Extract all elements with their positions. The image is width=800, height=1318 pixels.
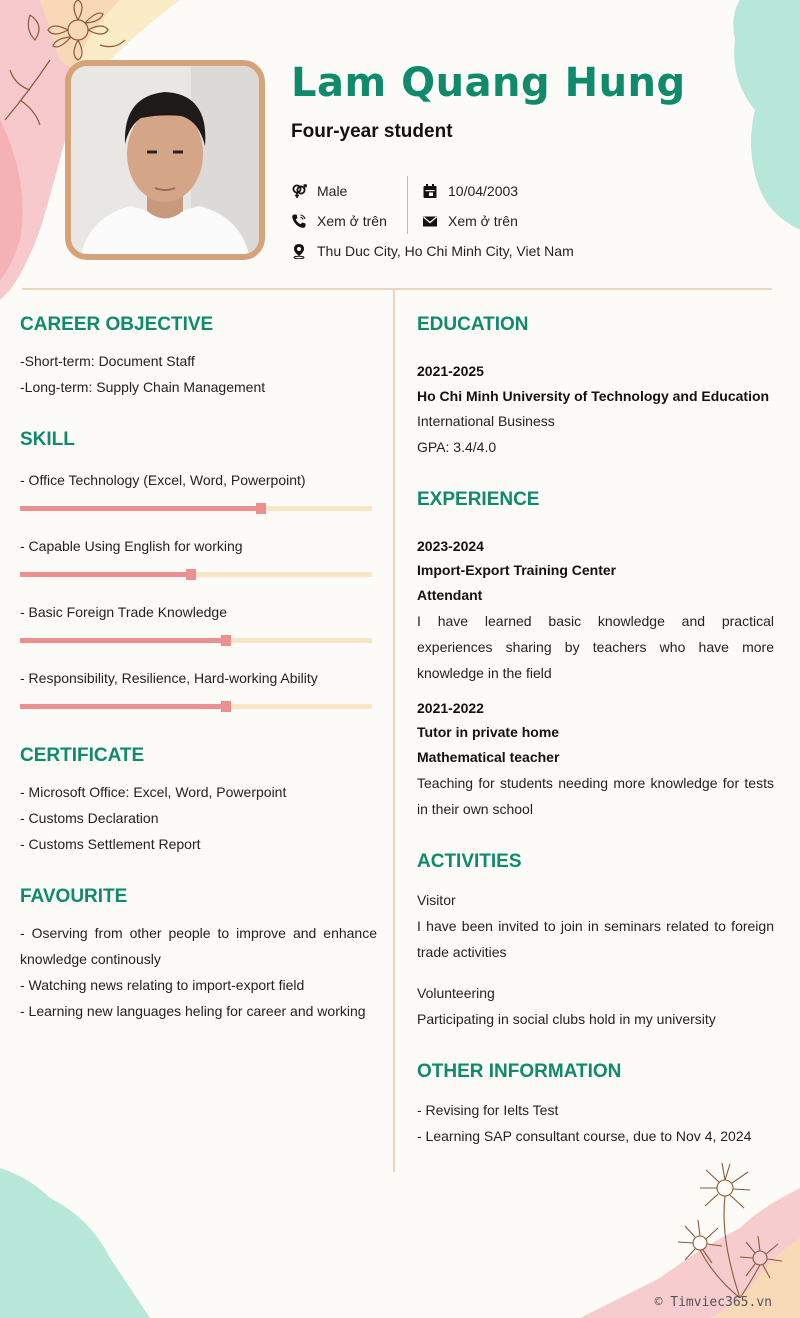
phone-row	[291, 211, 387, 231]
experience-period: 2023-2024	[417, 538, 484, 554]
list-item: - Learning new languages heling for career and working	[20, 1003, 366, 1019]
skill-bar-marker	[256, 503, 266, 514]
list-item: - Customs Declaration	[20, 810, 159, 826]
activity-title: Volunteering	[417, 985, 495, 1001]
skill-bar	[20, 638, 372, 643]
email-value: Xem ở trên	[448, 213, 518, 229]
skill-bar-marker	[186, 569, 196, 580]
skill-bar	[20, 572, 372, 577]
skill-label: - Basic Foreign Trade Knowledge	[20, 604, 227, 620]
location-pin-icon	[291, 243, 307, 259]
activity-desc: I have been invited to join in seminars related to foreign trade activities	[417, 918, 774, 960]
avatar	[71, 66, 259, 254]
gender-icon	[291, 183, 307, 199]
education-school: Ho Chi Minh University of Technology and Education	[417, 388, 770, 404]
skill-bar	[20, 704, 372, 709]
activity-title: Visitor	[417, 892, 456, 908]
skill-heading: SKILL	[20, 429, 75, 450]
list-item: - Customs Settlement Report	[20, 836, 201, 852]
education-gpa: GPA: 3.4/4.0	[417, 439, 497, 455]
phone-icon	[291, 213, 307, 229]
envelope-icon	[422, 213, 438, 229]
address-value: Thu Duc City, Ho Chi Minh City, Viet Nam	[317, 243, 574, 259]
calendar-icon	[422, 183, 438, 199]
gender-value: Male	[317, 183, 348, 199]
skill-bar	[20, 506, 372, 511]
certificate-heading: CERTIFICATE	[20, 745, 145, 766]
experience-desc: Teaching for students needing more knowledge for tests in their own school	[417, 775, 774, 817]
skill-bar-marker	[221, 701, 231, 712]
experience-desc: I have learned basic knowledge and practical experiences sharing by teachers who have more knowledge in the field	[417, 613, 774, 681]
job-title: Four-year student	[291, 121, 453, 142]
watercolor-bottom-left	[0, 1168, 160, 1318]
skill-bar-fill	[20, 506, 261, 511]
education-major: International Business	[417, 413, 555, 429]
section-divider-vertical	[393, 290, 395, 1172]
section-divider-horizontal	[22, 288, 772, 290]
education-period: 2021-2025	[417, 363, 484, 379]
list-item: - Microsoft Office: Excel, Word, Powerpoint	[20, 784, 287, 800]
list-item: - Revising for Ielts Test	[417, 1102, 559, 1118]
skill-bar-marker	[221, 635, 231, 646]
list-item: - Watching news relating to import-export field	[20, 977, 305, 993]
profile-photo	[65, 60, 265, 260]
experience-role: Mathematical teacher	[417, 749, 560, 765]
birthdate-row	[422, 181, 518, 201]
other-information-heading: OTHER INFORMATION	[417, 1061, 622, 1082]
watercolor-top-right	[710, 0, 800, 230]
experience-org: Tutor in private home	[417, 724, 560, 740]
list-item: -Long-term: Supply Chain Management	[20, 379, 266, 395]
education-heading: EDUCATION	[417, 314, 529, 335]
skill-label: - Office Technology (Excel, Word, Powerpoint)	[20, 472, 306, 488]
experience-role: Attendant	[417, 587, 483, 603]
birthdate-value: 10/04/2003	[448, 183, 519, 199]
experience-heading: EXPERIENCE	[417, 489, 540, 510]
experience-period: 2021-2022	[417, 700, 484, 716]
list-item: -Short-term: Document Staff	[20, 353, 195, 369]
header-divider	[407, 176, 408, 234]
skill-label: - Responsibility, Resilience, Hard-working Ability	[20, 670, 318, 686]
watermark: © Timviec365.vn	[654, 1295, 772, 1310]
skill-bar-fill	[20, 638, 226, 643]
email-row	[422, 211, 518, 231]
favourite-heading: FAVOURITE	[20, 886, 128, 907]
skill-bar-fill	[20, 704, 226, 709]
floral-bottom-right-icon	[670, 1158, 790, 1298]
skill-label: - Capable Using English for working	[20, 538, 243, 554]
skill-bar-fill	[20, 572, 191, 577]
activity-desc: Participating in social clubs hold in my university	[417, 1011, 716, 1027]
candidate-name: Lam Quang Hung	[291, 60, 686, 106]
experience-org: Import-Export Training Center	[417, 562, 617, 578]
address-row	[291, 241, 574, 261]
list-item: - Oserving from other people to improve and enhance knowledge continously	[20, 925, 377, 967]
gender-row	[291, 181, 347, 201]
activities-heading: ACTIVITIES	[417, 851, 522, 872]
career-objective-heading: CAREER OBJECTIVE	[20, 314, 214, 335]
phone-value: Xem ở trên	[317, 213, 387, 229]
list-item: - Learning SAP consultant course, due to Nov 4, 2024	[417, 1128, 752, 1144]
